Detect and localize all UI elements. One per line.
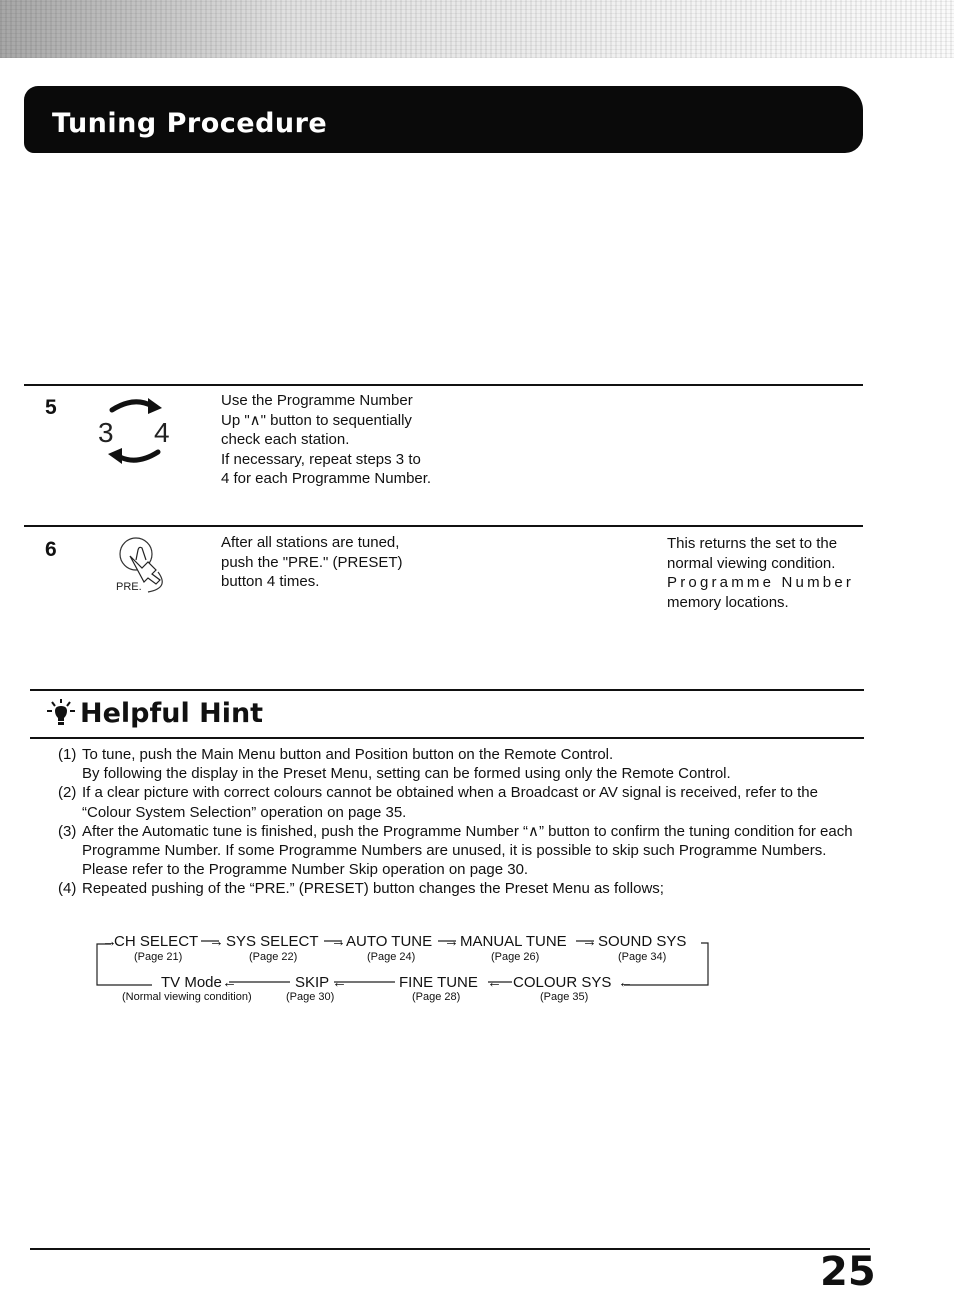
step-6-note-line: normal viewing condition.: [667, 554, 836, 572]
flow-page-ref: (Page 34): [618, 951, 667, 963]
step-5-number: 5: [45, 396, 57, 419]
flow-page-ref: (Page 24): [367, 951, 416, 963]
flow-tv-mode: TV Mode: [161, 974, 222, 991]
divider-hint-top: [30, 689, 864, 691]
flow-manual-tune: MANUAL TUNE: [460, 933, 567, 950]
arrow-right-icon: →: [102, 933, 117, 950]
pre-button-label: PRE.: [116, 581, 142, 593]
arrow-left-icon: ←: [487, 974, 502, 991]
flow-auto-tune: AUTO TUNE: [346, 933, 433, 950]
flow-page-ref: (Page 35): [540, 991, 589, 1003]
hint-item: [58, 783, 866, 821]
hint-item-text: To tune, push the Main Menu button and Position button on the Remote Control. By following the display in the Preset Menu, setting can be formed using only the Remote Control.: [82, 746, 731, 783]
arrow-right-icon: →: [331, 933, 346, 950]
hint-title: Helpful Hint: [80, 697, 264, 729]
flow-page-ref: (Normal viewing condition): [122, 991, 252, 1003]
flow-sound-sys: SOUND SYS: [598, 933, 687, 950]
cycle-label-left: 3: [98, 417, 114, 448]
flow-ch-select: CH SELECT: [114, 933, 199, 950]
cycle-arrows-icon: [92, 394, 178, 468]
arrow-right-icon: →: [209, 933, 224, 950]
arrow-left-icon: ←: [618, 974, 633, 991]
divider-step-6: [24, 525, 863, 527]
hint-item-text: If a clear picture with correct colours cannot be obtained when a Broadcast or AV signal is received, refer to the “Colour System Selection” operation on page 35.: [82, 784, 818, 821]
step-6-note: [667, 534, 854, 612]
page-number: 25: [820, 1249, 876, 1295]
flow-colour-sys: COLOUR SYS: [513, 974, 612, 991]
hint-item-text: After the Automatic tune is finished, push the Programme Number “∧” button to confirm the tuning condition for each Programme Number. If some Programme Numbers are unused, it is possible to skip such Programme Numbers. Please refer to the Programme Number Skip operation on page 30.: [82, 822, 853, 879]
step-6-note-line: Programme Number: [667, 574, 855, 591]
step-6-note-line: This returns the set to the: [667, 535, 838, 552]
flow-page-ref: (Page 26): [491, 951, 540, 963]
step-6-note-line: memory locations.: [667, 593, 789, 611]
pre-button-press-icon: [108, 534, 178, 596]
lightbulb-icon: [44, 697, 78, 729]
arrow-left-icon: ←: [332, 974, 347, 991]
arrow-right-icon: →: [582, 933, 597, 950]
arrow-right-icon: →: [444, 933, 459, 950]
hint-item-number: (4): [58, 880, 77, 898]
hint-item-number: (3): [58, 822, 77, 840]
hint-list: [58, 745, 866, 899]
arrow-left-icon: ←: [222, 974, 237, 991]
cycle-label-right: 4: [154, 417, 170, 448]
flow-page-ref: (Page 28): [412, 991, 461, 1003]
flow-page-ref: (Page 22): [249, 951, 298, 963]
hint-item-number: (2): [58, 784, 77, 802]
divider-hint-bottom: [30, 737, 864, 739]
step-5-text: Use the Programme Number Up "∧" button to sequentially check each station. If necessary, repeat steps 3 to 4 for each Programme Number.: [221, 392, 432, 487]
footer-rule: [30, 1248, 870, 1250]
title-bar: [24, 86, 863, 153]
flow-page-ref: (Page 30): [286, 991, 335, 1003]
hint-heading: [44, 697, 263, 729]
flow-sys-select: SYS SELECT: [226, 933, 319, 950]
hint-item: [58, 822, 866, 880]
hint-item: [58, 879, 866, 898]
divider-step-5: [24, 384, 863, 386]
scan-noise-strip: [0, 0, 954, 58]
hint-item: [58, 745, 866, 783]
flow-page-ref: (Page 21): [134, 951, 183, 963]
page-title: Tuning Procedure: [52, 108, 328, 139]
flow-skip: SKIP: [295, 974, 330, 991]
step-6-number: 6: [45, 538, 57, 561]
flow-fine-tune: FINE TUNE: [399, 974, 478, 991]
hint-item-text: Repeated pushing of the “PRE.” (PRESET) button changes the Preset Menu as follows;: [82, 880, 664, 898]
step-6-text: After all stations are tuned, push the "PRE." (PRESET) button 4 times.: [221, 534, 403, 590]
hint-item-number: (1): [58, 746, 77, 763]
